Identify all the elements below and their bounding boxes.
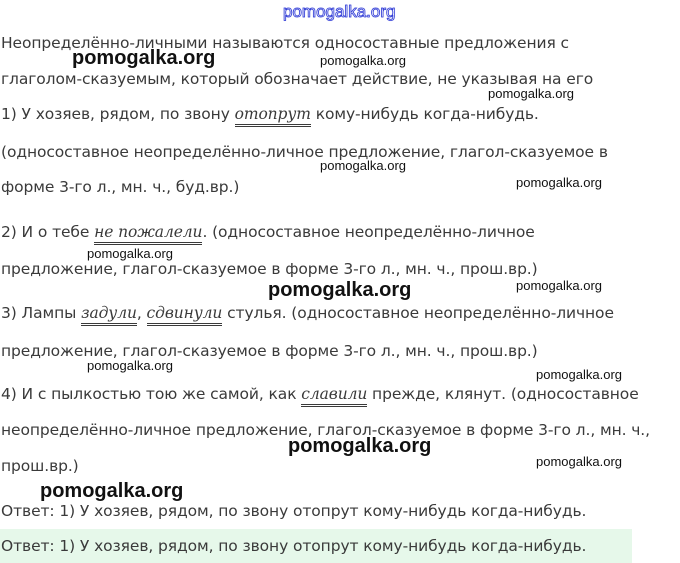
- item-2-predicate: не пожалели: [94, 223, 202, 245]
- answer-line-highlighted: Ответ: 1) У хозяев, рядом, по звону отопрут кому-нибудь когда-нибудь.: [1, 537, 587, 555]
- item-1-predicate: отопрут: [235, 105, 311, 127]
- item-4-pre: 4) И с пылкостью тою же самой, как: [1, 385, 302, 403]
- watermark: pomogalka.org: [516, 278, 602, 293]
- item-3-predicate-2: сдвинули: [147, 304, 223, 326]
- item-1-sentence: [1, 105, 539, 123]
- watermark: pomogalka.org: [288, 435, 432, 457]
- watermark: pomogalka.org: [87, 246, 173, 261]
- watermark: pomogalka.org: [40, 480, 184, 502]
- item-3-predicate-1: задули: [81, 304, 137, 326]
- watermark: pomogalka.org: [268, 279, 412, 301]
- item-4-analysis-1: неопределённо-личное предложение, глагол-сказуемое в форме 3-го л., мн. ч.,: [1, 421, 650, 439]
- item-4-predicate: славили: [301, 385, 367, 407]
- item-4-post: прежде, клянут. (односоставное: [367, 385, 639, 403]
- watermark: pomogalka.org: [72, 47, 216, 69]
- item-4-analysis-2: прош.вр.): [1, 457, 79, 475]
- item-2-post: . (односоставное неопределённо-личное: [202, 223, 535, 241]
- intro-line-1: Неопределённо-личными называются односоставные предложения с: [1, 34, 569, 52]
- watermark-header[interactable]: pomogalka.org: [283, 2, 396, 21]
- watermark: pomogalka.org: [87, 358, 173, 373]
- item-3-pre: 3) Лампы: [1, 304, 82, 322]
- watermark: pomogalka.org: [320, 53, 406, 68]
- item-1-post: кому-нибудь когда-нибудь.: [310, 105, 539, 123]
- item-1-analysis-2: форме 3-го л., мн. ч., буд.вр.): [1, 178, 240, 196]
- watermark: pomogalka.org: [536, 454, 622, 469]
- intro-line-2: глаголом-сказуемым, который обозначает действие, не указывая на его: [1, 70, 594, 88]
- watermark: pomogalka.org: [488, 86, 574, 101]
- item-3-sentence: [1, 304, 614, 322]
- item-1-pre: 1) У хозяев, рядом, по звону: [1, 105, 235, 123]
- watermark: pomogalka.org: [536, 367, 622, 382]
- item-4-sentence: [1, 385, 639, 403]
- item-3-analysis-1: предложение, глагол-сказуемое в форме 3-го л., мн. ч., прош.вр.): [1, 342, 538, 360]
- item-2-pre: 2) И о тебе: [1, 223, 95, 241]
- watermark: pomogalka.org: [516, 175, 602, 190]
- watermark: pomogalka.org: [320, 158, 406, 173]
- item-1-analysis-1: (односоставное неопределённо-личное предложение, глагол-сказуемое в: [1, 143, 608, 161]
- item-2-sentence: [1, 223, 535, 241]
- item-3-mid: ,: [136, 304, 147, 322]
- item-2-analysis-1: предложение, глагол-сказуемое в форме 3-го л., мн. ч., прош.вр.): [1, 260, 538, 278]
- item-3-post: стулья. (односоставное неопределённо-личное: [222, 304, 614, 322]
- answer-line: Ответ: 1) У хозяев, рядом, по звону отопрут кому-нибудь когда-нибудь.: [1, 502, 587, 520]
